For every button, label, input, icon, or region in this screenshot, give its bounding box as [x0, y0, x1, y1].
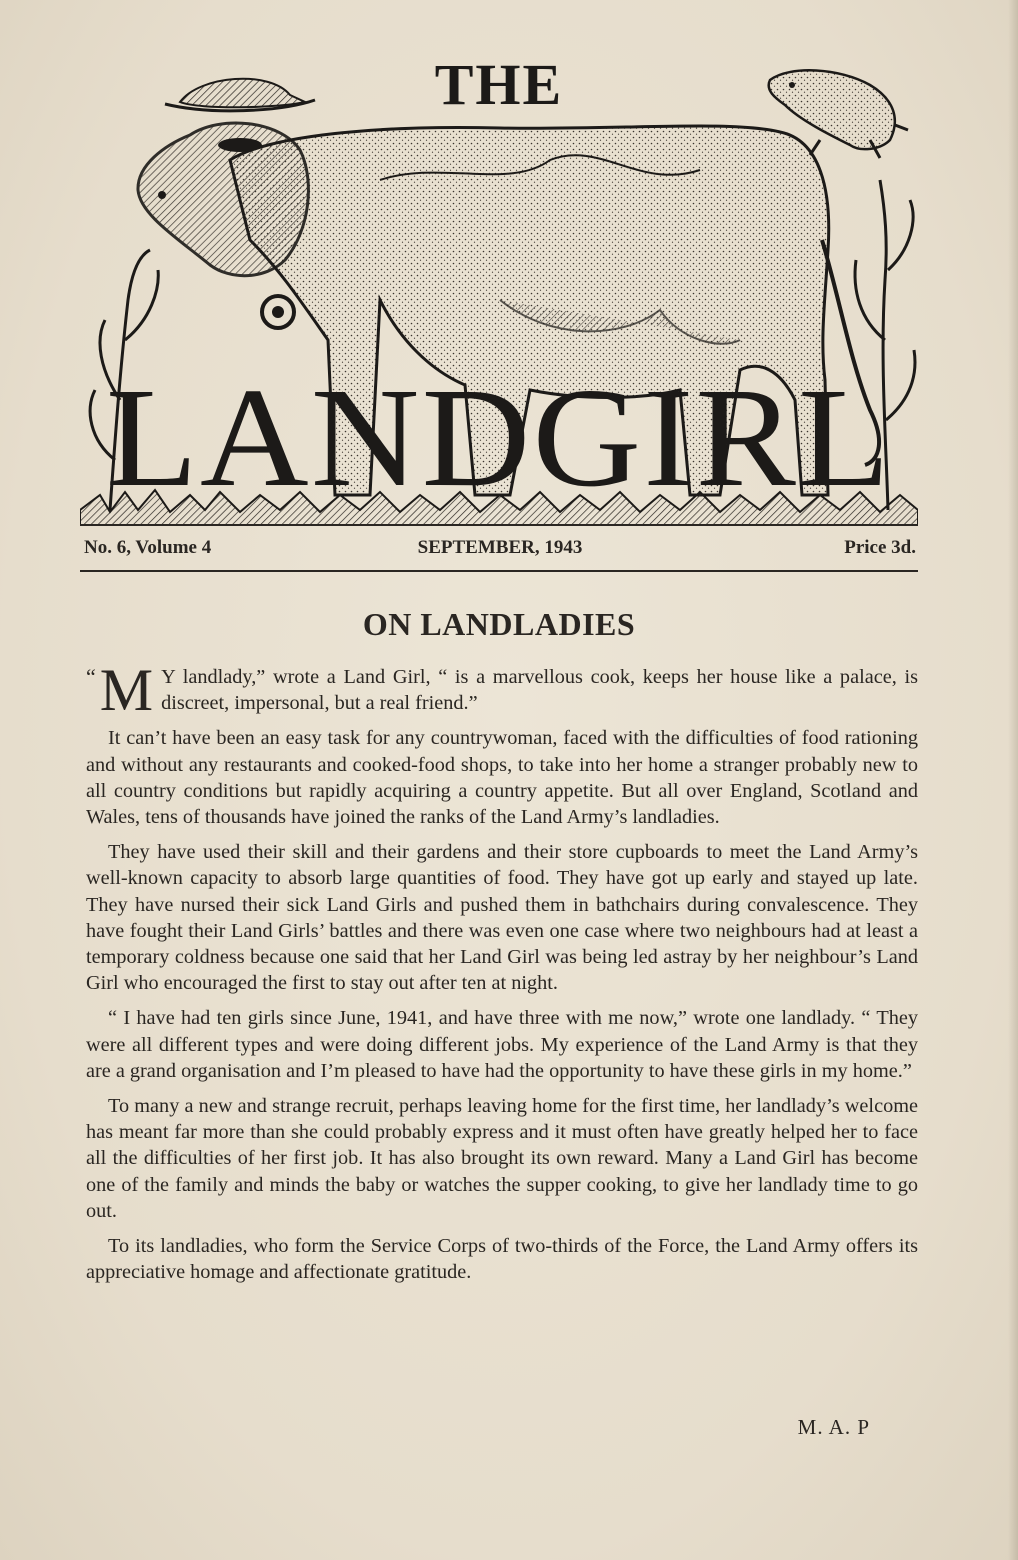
issue-info-bar: [84, 530, 916, 566]
paragraph-1-text: Y landlady,” wrote a Land Girl, “ is a marvellous cook, keeps her house like a palace, is discreet, impersonal, but a real friend.”: [161, 666, 918, 715]
article-paragraph-4: “ I have had ten girls since June, 1941, and have three with me now,” wrote one landlady. “ They were all different types and were doing different jobs. My experience of the Land Army is that they are a grand organisation and I’m pleased to have had the opportunity to have these girls in my home.”: [86, 1007, 918, 1082]
article-paragraph-5: To many a new and strange recruit, perhaps leaving home for the first time, her landlady’s welcome has meant far more than she could probably express and it must often have greatly helped her to face all the difficulties of her first job. It has also brought its own reward. Many a Land Girl has become one of the family and minds the baby or watches the supper cooking, to give her landlady time to go out.: [86, 1095, 918, 1222]
drop-cap: M: [99, 657, 154, 723]
article-paragraph-6: To its landladies, who form the Service Corps of two-thirds of the Force, the Land Army offers its appreciative homage and affectionate gratitude.: [86, 1235, 918, 1284]
article-title: ON LANDLADIES: [362, 606, 636, 642]
info-rule-bottom: [80, 570, 918, 572]
info-rule-top: [80, 524, 918, 526]
author-signature: M. A. P: [797, 1415, 870, 1439]
article-paragraph-2: It can’t have been an easy task for any countrywoman, faced with the difficulties of food rationing and without any restaurants and cooked-food shops, to take into her home a stranger probably new to all country conditions but rapidly acquiring a country appetite. But all over England, Scotland and Wales, tens of thousands have joined the ranks of the Land Army’s landladies.: [86, 727, 918, 829]
issue-price: Price 3d.: [844, 537, 916, 558]
article-paragraph-3: They have used their skill and their gardens and their store cupboards to meet the Land Army’s well-known capacity to absorb large quantities of food. They have got up early and stayed up late. They have nursed their sick Land Girls and pushed them in bathchairs during convalescence. They have fought their Land Girls’ battles and there was even one case where two neighbours had at least a temporary coldness because one said that her Land Girl was being led astray by her neighbour’s Land Girl who encouraged the first to stay out after ten at night.: [86, 841, 918, 995]
page-edge-shadow: [1008, 0, 1018, 1560]
issue-number: No. 6, Volume 4: [84, 537, 212, 558]
masthead: [80, 40, 918, 525]
opening-quote: “: [86, 664, 96, 689]
article-body: [86, 657, 918, 1294]
issue-date: SEPTEMBER, 1943: [417, 537, 583, 558]
masthead-the: THE: [434, 52, 564, 117]
masthead-title: LANDGIRL: [105, 358, 893, 516]
article-paragraph-1: [86, 657, 918, 723]
